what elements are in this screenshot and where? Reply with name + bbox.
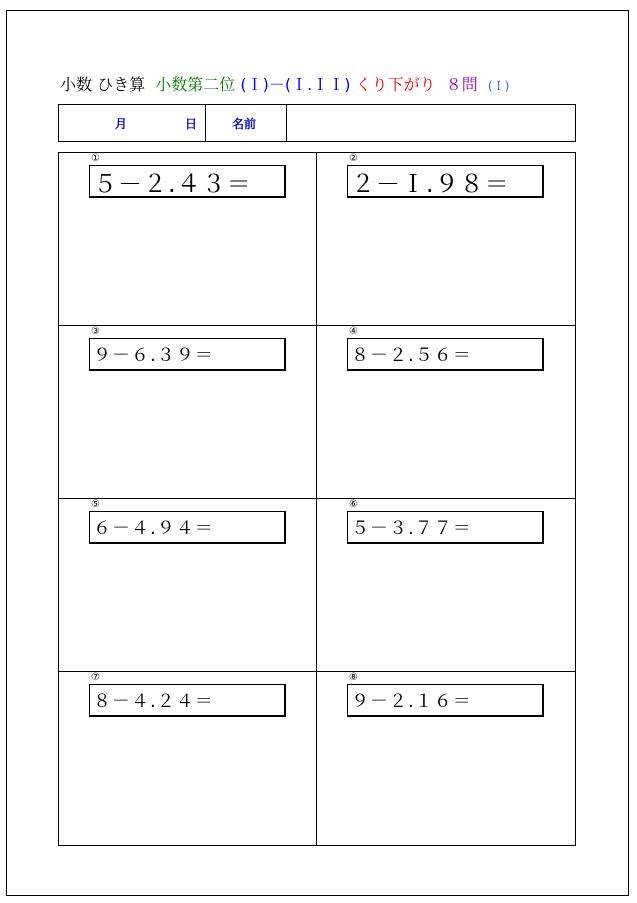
problem-expression: ９－２.１６＝ <box>347 684 544 717</box>
problem-number: ① <box>91 153 100 164</box>
name-field[interactable] <box>287 105 575 141</box>
title-count: ８問 <box>445 75 478 94</box>
day-label: 日 <box>185 116 198 131</box>
name-date-bar <box>58 104 576 142</box>
problem-expression: ６－４.９４＝ <box>89 511 286 544</box>
problem-number: ② <box>349 153 358 164</box>
problem-cell-5 <box>59 499 317 672</box>
worksheet-title <box>60 74 509 96</box>
problem-expression: ２－Ｉ.９８＝ <box>347 165 544 198</box>
problem-cell-2 <box>317 153 575 326</box>
date-field[interactable] <box>59 105 206 141</box>
problem-number: ⑧ <box>349 672 358 683</box>
problem-expression: ９－６.３９＝ <box>89 338 286 371</box>
problem-number: ⑤ <box>91 499 100 510</box>
problem-number: ⑥ <box>349 499 358 510</box>
problem-expression: ８－４.２４＝ <box>89 684 286 717</box>
problem-cell-4 <box>317 326 575 499</box>
month-label: 月 <box>115 116 128 131</box>
title-level: 小数第二位 <box>155 75 236 94</box>
title-set-number: (Ｉ) <box>487 79 510 93</box>
problem-cell-7 <box>59 672 317 845</box>
problem-number: ④ <box>349 326 358 337</box>
problem-cell-3 <box>59 326 317 499</box>
title-topic: 小数 ひき算 <box>60 75 146 94</box>
problem-number: ③ <box>91 326 100 337</box>
problem-expression: ５－２.４３＝ <box>89 165 286 198</box>
problem-grid <box>58 152 576 846</box>
problem-number: ⑦ <box>91 672 100 683</box>
title-pattern: (Ｉ)－(Ｉ.ＩＩ) <box>240 75 351 94</box>
problem-cell-6 <box>317 499 575 672</box>
title-borrow: くり下がり <box>355 75 436 94</box>
problem-cell-8 <box>317 672 575 845</box>
problem-expression: ８－２.５６＝ <box>347 338 544 371</box>
problem-expression: ５－３.７７＝ <box>347 511 544 544</box>
problem-cell-1 <box>59 153 317 326</box>
name-label: 名前 <box>206 105 287 141</box>
